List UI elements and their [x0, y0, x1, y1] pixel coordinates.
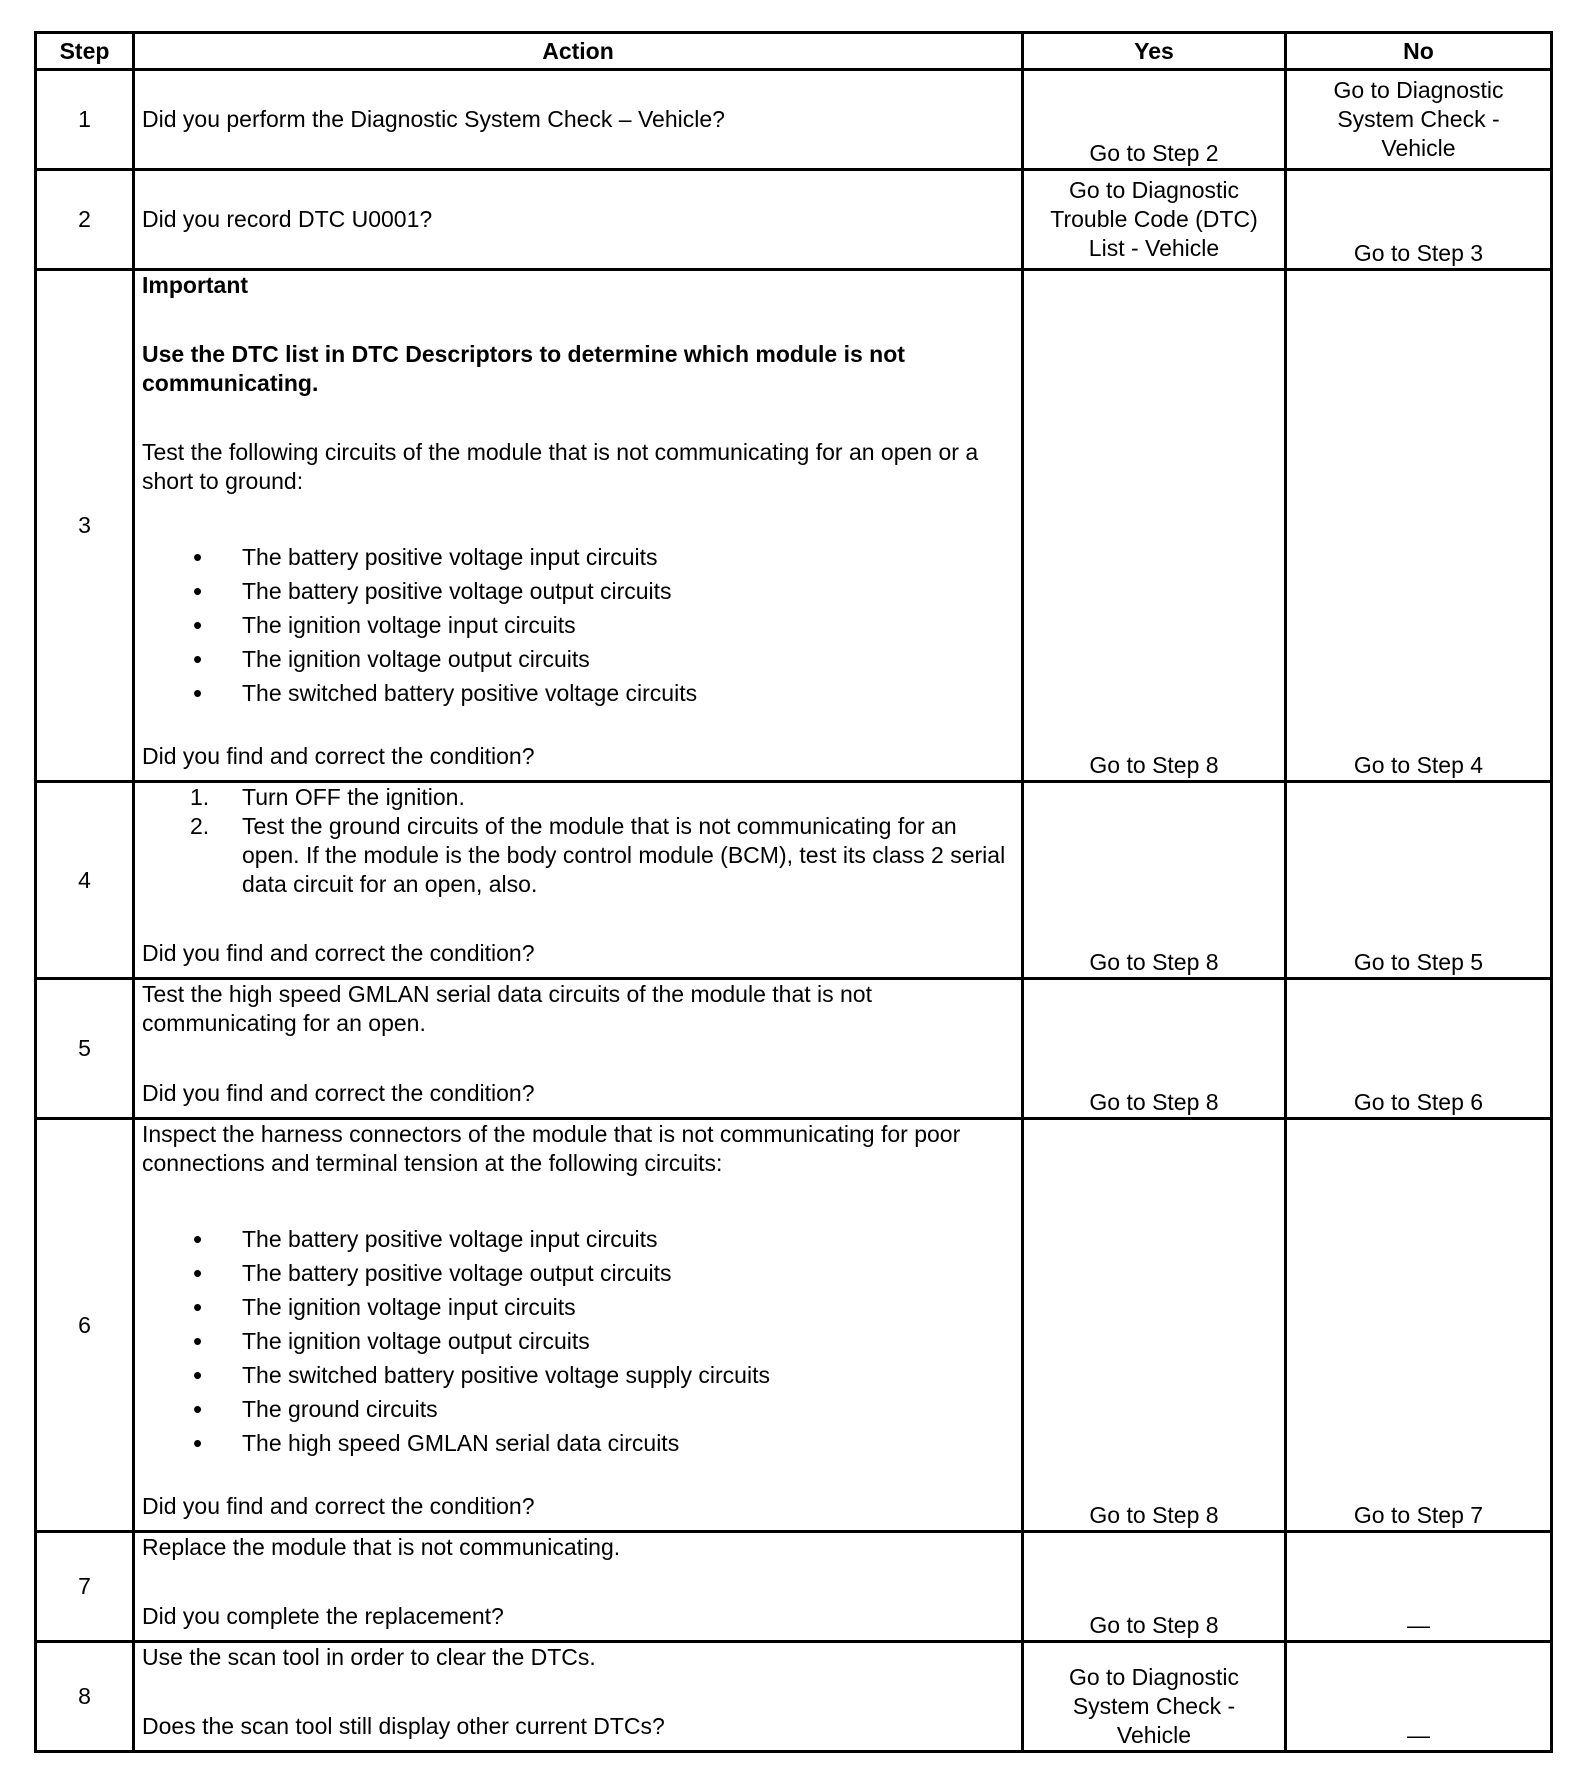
no-cell [1286, 70, 1552, 170]
yes-cell: Go to Step 8 [1023, 979, 1286, 1119]
action-question: Did you find and correct the condition? [142, 1493, 535, 1519]
yes-cell: Go to Step 2 [1023, 70, 1286, 170]
yes-cell: Go to Step 8 [1023, 1532, 1286, 1642]
table-row [36, 1642, 1552, 1752]
yes-line: List - Vehicle [1088, 235, 1220, 261]
header-no: No [1286, 33, 1552, 70]
action-cell [134, 1119, 1023, 1532]
list-item: • The switched battery positive voltage supply circuits [142, 1358, 1014, 1392]
no-line: System Check - [1337, 106, 1500, 132]
no-line: Vehicle [1381, 135, 1456, 161]
step-number: 3 [36, 270, 134, 782]
list-item [142, 812, 1014, 899]
list-item: • The ground circuits [142, 1392, 1014, 1426]
action-question: Does the scan tool still display other current DTCs? [142, 1713, 665, 1739]
action-intro: Inspect the harness connectors of the module that is not communicating for poor connections and terminal tension at the following circuits: [142, 1121, 961, 1176]
list-item: • The battery positive voltage output circuits [142, 574, 1014, 608]
circuit-list [142, 1222, 1014, 1460]
table-row [36, 1532, 1552, 1642]
no-cell: — [1286, 1532, 1552, 1642]
list-item: • The battery positive voltage output circuits [142, 1256, 1014, 1290]
header-action: Action [134, 33, 1023, 70]
step-number: 4 [36, 782, 134, 979]
step-number: 8 [36, 1642, 134, 1752]
action-intro: Replace the module that is not communicating. [142, 1534, 621, 1560]
list-item: • The ignition voltage input circuits [142, 608, 1014, 642]
table-row [36, 782, 1552, 979]
action-cell [134, 979, 1023, 1119]
list-item: • The ignition voltage output circuits [142, 1324, 1014, 1358]
list-item: • The battery positive voltage input circuits [142, 1222, 1014, 1256]
step-number: 7 [36, 1532, 134, 1642]
list-item: • The high speed GMLAN serial data circuits [142, 1426, 1014, 1460]
action-question: Did you record DTC U0001? [142, 206, 433, 232]
action-question: Did you perform the Diagnostic System Check – Vehicle? [142, 106, 725, 132]
yes-cell: Go to Step 8 [1023, 270, 1286, 782]
header-step: Step [36, 33, 134, 70]
yes-cell: Go to Step 8 [1023, 1119, 1286, 1532]
header-yes: Yes [1023, 33, 1286, 70]
no-cell: Go to Step 4 [1286, 270, 1552, 782]
action-cell [134, 782, 1023, 979]
important-label: Important [142, 272, 249, 298]
yes-line: Go to Diagnostic [1068, 1664, 1240, 1690]
action-cell [134, 70, 1023, 170]
list-text: Test the ground circuits of the module that is not communicating for an open. If the module is the body control module (BCM), test its class 2 serial data circuit for an open, also. [242, 813, 1006, 897]
no-cell: — [1286, 1642, 1552, 1752]
action-question: Did you find and correct the condition? [142, 1080, 535, 1106]
step-number: 6 [36, 1119, 134, 1532]
table-row [36, 979, 1552, 1119]
yes-cell [1023, 1642, 1286, 1752]
yes-line: Trouble Code (DTC) [1050, 206, 1258, 232]
action-cell [134, 1642, 1023, 1752]
table-row [36, 70, 1552, 170]
list-item: • The battery positive voltage input circuits [142, 540, 1014, 574]
table-row [36, 1119, 1552, 1532]
action-question: Did you find and correct the condition? [142, 940, 535, 966]
important-text: Use the DTC list in DTC Descriptors to determine which module is not communicating. [142, 341, 905, 396]
action-intro: Test the high speed GMLAN serial data circuits of the module that is not communicating for an open. [142, 981, 872, 1036]
table-header-row [36, 33, 1552, 70]
list-item: • The switched battery positive voltage circuits [142, 676, 1014, 710]
action-cell [134, 170, 1023, 270]
yes-line: Go to Diagnostic [1068, 177, 1240, 203]
no-cell: Go to Step 5 [1286, 782, 1552, 979]
action-cell [134, 270, 1023, 782]
action-intro: Test the following circuits of the module that is not communicating for an open or a short to ground: [142, 439, 979, 494]
step-number: 5 [36, 979, 134, 1119]
circuit-list [142, 540, 1014, 710]
action-question: Did you find and correct the condition? [142, 743, 535, 769]
diagnostic-table [34, 31, 1553, 1753]
no-cell: Go to Step 7 [1286, 1119, 1552, 1532]
no-cell: Go to Step 6 [1286, 979, 1552, 1119]
action-intro: Use the scan tool in order to clear the DTCs. [142, 1644, 596, 1670]
step-number: 2 [36, 170, 134, 270]
yes-line: Vehicle [1116, 1722, 1192, 1748]
step-number: 1 [36, 70, 134, 170]
yes-cell: Go to Step 8 [1023, 782, 1286, 979]
list-text: Turn OFF the ignition. [242, 784, 465, 810]
list-item: • The ignition voltage input circuits [142, 1290, 1014, 1324]
yes-line: System Check - [1072, 1693, 1236, 1719]
yes-cell [1023, 170, 1286, 270]
action-question: Did you complete the replacement? [142, 1603, 504, 1629]
list-item: • The ignition voltage output circuits [142, 642, 1014, 676]
numbered-list [142, 783, 1014, 899]
table-row [36, 170, 1552, 270]
list-number: 2. [190, 813, 210, 839]
no-line: Go to Diagnostic [1333, 77, 1504, 103]
no-cell: Go to Step 3 [1286, 170, 1552, 270]
table-row [36, 270, 1552, 782]
list-item [142, 783, 1014, 812]
list-number: 1. [190, 784, 210, 810]
action-cell [134, 1532, 1023, 1642]
